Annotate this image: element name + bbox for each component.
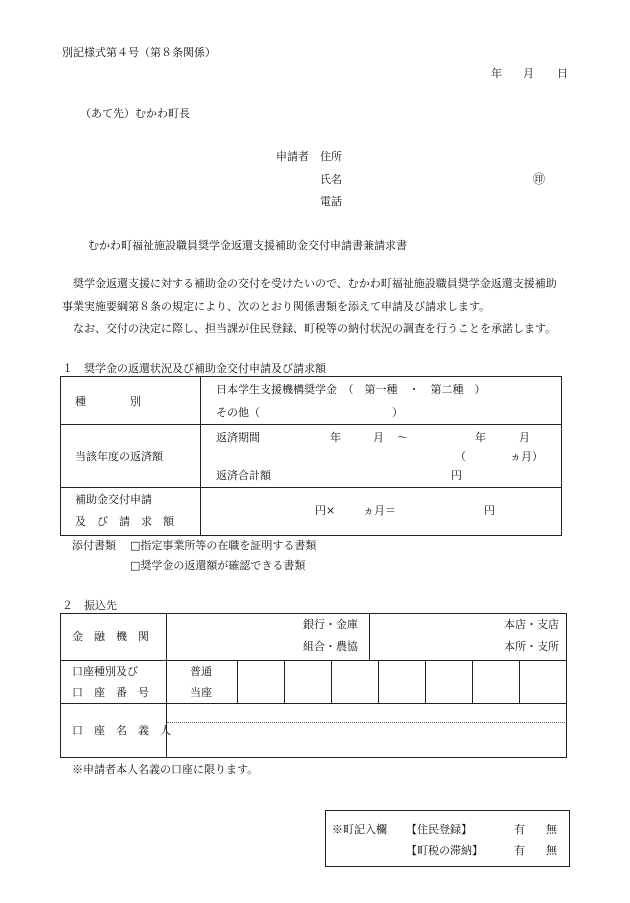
- bank-types-1: 銀行・金庫: [303, 618, 358, 631]
- office-use-box: [325, 810, 570, 867]
- months-count: （ ヵ月）: [455, 450, 543, 463]
- office-resident-yes: 有: [514, 823, 525, 836]
- body-line-2: 事業実施要綱第８条の規定により、次のとおり関係書類を添えて申請及び請求します。: [62, 300, 491, 313]
- body-line-1: 奨学金返還支援に対する補助金の交付を受けたいので、むかわ町福祉施設職員奨学金返還支援補助: [73, 277, 557, 290]
- holder-label: 口 座 名 義 人: [72, 724, 171, 737]
- period-year1: 年: [330, 431, 341, 444]
- period-month1: 月: [373, 431, 384, 444]
- total-yen: 円: [451, 469, 462, 482]
- name-label: 氏名: [320, 173, 342, 186]
- address-label: 住所: [320, 150, 342, 163]
- type-jasso: 日本学生支援機構奨学金 （ 第一種 ・ 第二種 ）: [216, 383, 486, 396]
- account-label-1: 口座種別及び: [72, 665, 138, 678]
- section2-heading: ２ 振込先: [62, 599, 117, 612]
- period-month2: 月: [519, 431, 530, 444]
- total-label: 返済合計額: [216, 469, 271, 482]
- account-type-toza: 当座: [190, 686, 212, 699]
- addressee: （あて先）むかわ町長: [80, 107, 190, 120]
- date-day: 日: [557, 67, 568, 80]
- section1-heading: １ 奨学金の返還状況及び補助金交付申請及び請求額: [62, 362, 326, 375]
- period-label: 返済期間: [216, 431, 260, 444]
- subsidy-label-1: 補助金交付申請: [75, 493, 152, 506]
- period-tilde: ～: [397, 431, 408, 444]
- office-resident-no: 無: [546, 823, 557, 836]
- branch-types-1: 本店・支店: [504, 618, 559, 631]
- attach-label: 添付書類: [72, 539, 116, 552]
- document-title: むかわ町福祉施設職員奨学金返還支援補助金交付申請書兼請求書: [88, 239, 407, 252]
- period-year2: 年: [475, 431, 486, 444]
- office-tax-yes: 有: [514, 844, 525, 857]
- account-type-futsu: 普通: [190, 665, 212, 678]
- applicant-label: 申請者: [276, 150, 309, 163]
- subsidy-months-eq: ヵ月＝: [363, 504, 396, 517]
- form-number: 別記様式第４号（第８条関係）: [62, 46, 216, 59]
- bank-types-2: 組合・農協: [303, 640, 358, 653]
- date-year: 年: [491, 67, 502, 80]
- subsidy-yen: 円: [484, 504, 495, 517]
- account-note: ※申請者本人名義の口座に限ります。: [72, 763, 259, 776]
- type-other: その他（ ）: [216, 406, 403, 419]
- type-label: 種 別: [75, 395, 141, 408]
- account-label-2: 口 座 番 号: [72, 686, 149, 699]
- repay-label: 当該年度の返済額: [75, 450, 163, 463]
- attach-item-1: □指定事業所等の在職を証明する書類: [130, 539, 317, 552]
- branch-types-2: 本所・支所: [504, 640, 559, 653]
- office-label: ※町記入欄: [332, 823, 387, 836]
- subsidy-label-2: 及 び 請 求 額: [75, 515, 174, 528]
- subsidy-yen-times: 円×: [315, 504, 336, 517]
- seal-mark: ㊞: [533, 172, 546, 186]
- office-tax-no: 無: [546, 844, 557, 857]
- phone-label: 電話: [320, 195, 342, 208]
- attach-item-2: □奨学金の返還額が確認できる書類: [130, 559, 306, 572]
- office-tax: 【町税の滞納】: [406, 844, 483, 857]
- body-line-3: なお、交付の決定に際し、担当課が住民登録、町税等の納付状況の調査を行うことを承諾します。: [73, 322, 557, 335]
- office-resident: 【住民登録】: [406, 823, 472, 836]
- date-month: 月: [523, 67, 534, 80]
- bank-label: 金 融 機 関: [72, 630, 149, 643]
